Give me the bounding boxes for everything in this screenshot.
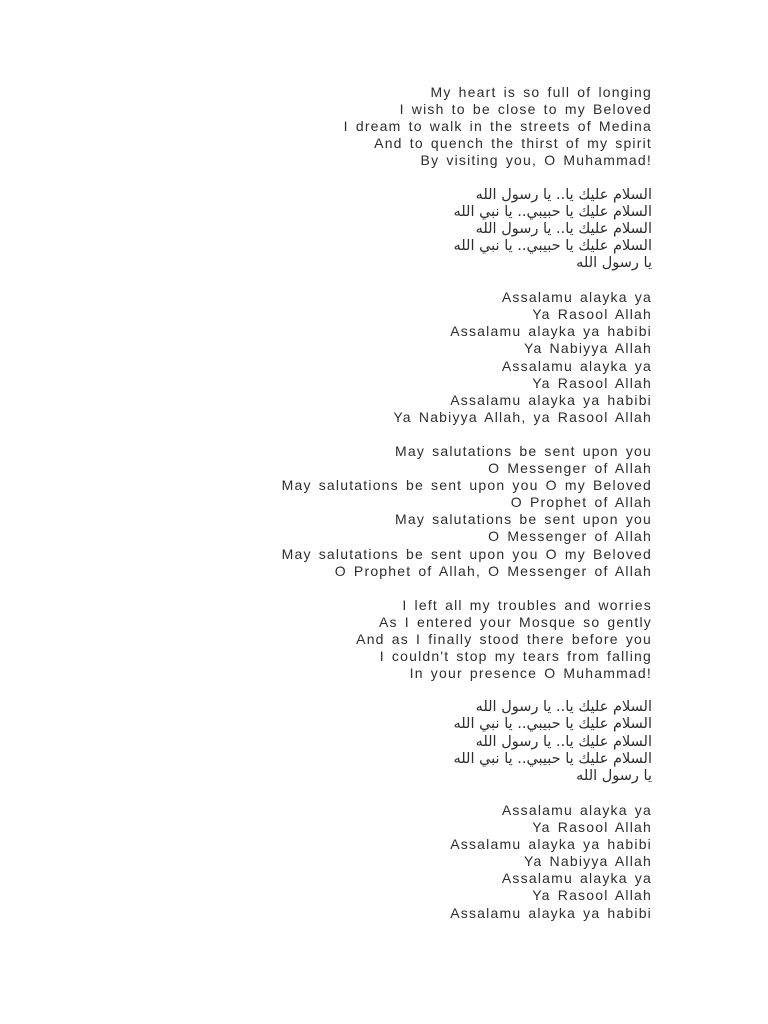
lyric-line: Assalamu alayka ya [501, 801, 652, 818]
lyric-line: And as I finally stood there before you [356, 631, 652, 647]
lyric-line: Assalamu alayka ya [501, 870, 652, 887]
lyric-line: I couldn't stop my tears from falling [379, 648, 652, 665]
verse-1-english [40, 84, 652, 169]
lyric-line: السلام عليك يا.. يا رسول الله [475, 699, 652, 716]
lyric-line: Ya Nabiyya Allah [523, 853, 652, 870]
lyric-line: Assalamu alayka ya habibi [450, 904, 652, 921]
lyric-line: Ya Rasool Allah [532, 887, 652, 904]
lyric-line: By visiting you, O Muhammad! [420, 152, 652, 169]
lyric-line: May salutations be sent upon you [395, 442, 652, 459]
lyric-line: I left all my troubles and worries [402, 596, 652, 613]
chorus-transliteration-1 [40, 289, 652, 426]
lyric-line: Assalamu alayka ya habibi [450, 836, 652, 853]
lyric-line: السلام عليك يا.. يا رسول الله [475, 220, 652, 237]
lyric-line: Assalamu alayka ya habibi [450, 391, 652, 408]
lyrics-text [40, 84, 652, 922]
lyric-line: السلام عليك يا.. يا رسول الله [475, 733, 652, 750]
lyric-line: السلام عليك يا حبيبي.. يا نبي الله [453, 237, 652, 254]
chorus-transliteration-2 [40, 802, 652, 922]
lyric-line: O Messenger of Allah [488, 460, 652, 477]
lyric-line: يا رسول الله [576, 767, 652, 784]
lyric-line: And to quench the thirst of my spirit [374, 135, 652, 152]
lyric-line: O Prophet of Allah, O Messenger of Allah [334, 562, 652, 579]
lyric-line: السلام عليك يا حبيبي.. يا نبي الله [453, 716, 652, 733]
chorus-translation [40, 443, 652, 580]
lyric-line: May salutations be sent upon you O my Beloved [281, 477, 652, 494]
lyric-line: Ya Nabiyya Allah, ya Rasool Allah [393, 408, 652, 425]
lyric-line: O Prophet of Allah [510, 494, 652, 511]
lyric-line: Ya Rasool Allah [532, 819, 652, 836]
lyric-line: السلام عليك يا حبيبي.. يا نبي الله [453, 203, 652, 220]
lyric-line: Assalamu alayka ya [501, 289, 652, 306]
lyric-line: I wish to be close to my Beloved [399, 101, 652, 118]
lyric-line: Assalamu alayka ya habibi [450, 323, 652, 340]
lyric-line: Ya Rasool Allah [532, 374, 652, 391]
lyric-line: Ya Nabiyya Allah [523, 340, 652, 357]
lyric-line: As I entered your Mosque so gently [378, 613, 652, 630]
lyric-line: My heart is so full of longing [430, 84, 652, 100]
lyric-line: Ya Rasool Allah [532, 306, 652, 323]
lyric-line: May salutations be sent upon you O my Beloved [281, 545, 652, 562]
chorus-arabic-1 [40, 187, 652, 272]
chorus-arabic-2 [40, 699, 652, 784]
lyric-line: May salutations be sent upon you [395, 511, 652, 528]
lyric-line: In your presence O Muhammad! [409, 665, 652, 682]
verse-2-english [40, 597, 652, 682]
lyric-line: O Messenger of Allah [488, 528, 652, 545]
lyric-line: السلام عليك يا.. يا رسول الله [475, 186, 652, 203]
lyric-line: يا رسول الله [576, 254, 652, 271]
lyric-line: I dream to walk in the streets of Medina [343, 118, 652, 135]
lyric-line: السلام عليك يا حبيبي.. يا نبي الله [453, 750, 652, 767]
lyric-line: Assalamu alayka ya [501, 357, 652, 374]
